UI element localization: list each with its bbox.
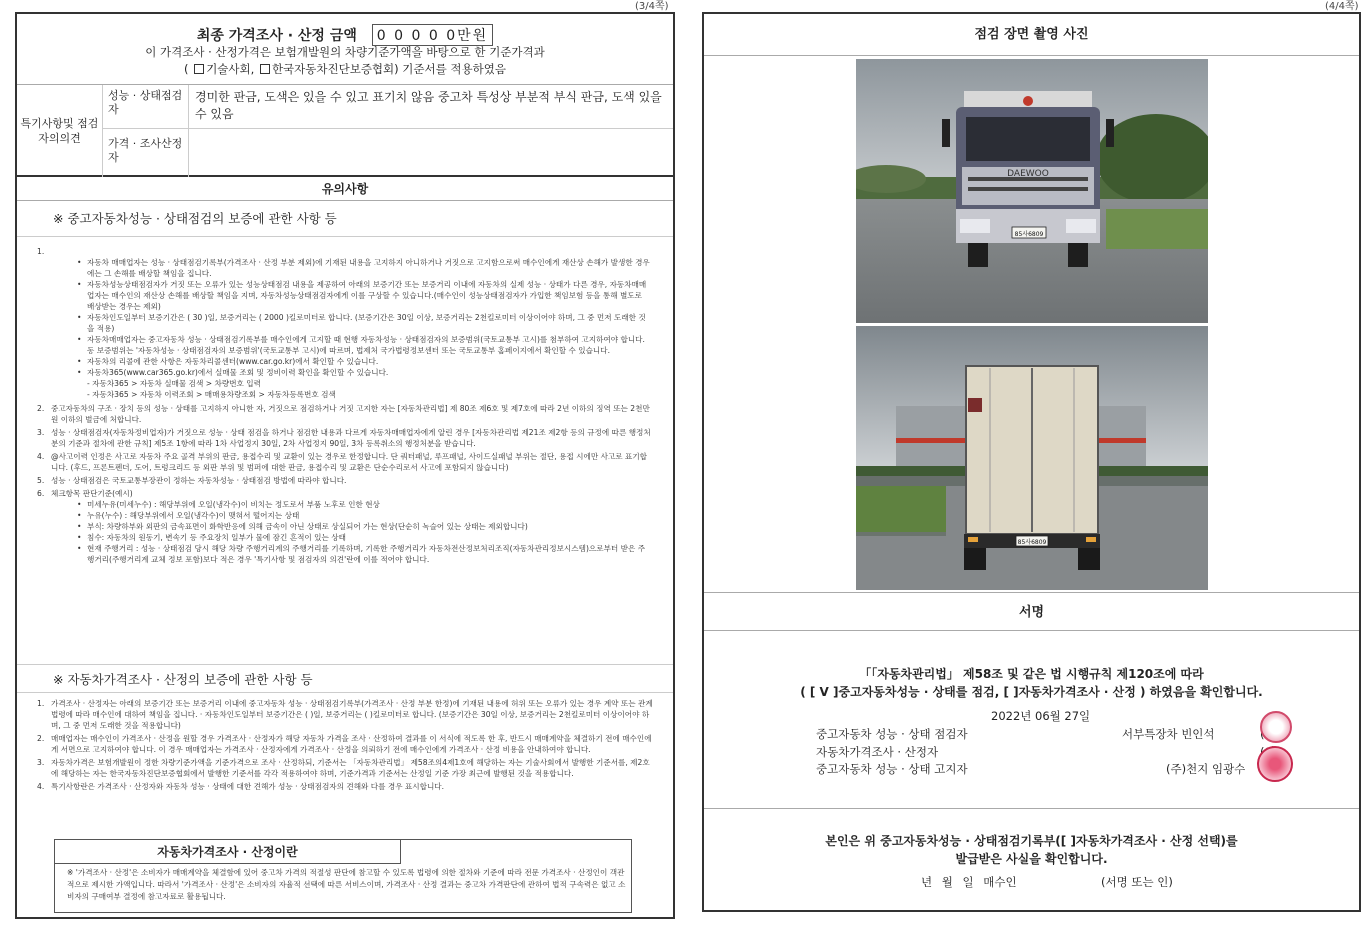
truck-rear-photo bbox=[856, 326, 1208, 590]
front-plate-text: 85사6809 bbox=[1014, 231, 1044, 238]
list-item bbox=[17, 757, 673, 779]
opinion-section bbox=[17, 85, 673, 177]
item-text: 체크항목 판단기준(예시) bbox=[51, 489, 133, 498]
item-text: 매매업자는 매수인이 가격조사 · 산정을 원할 경우 가격조사 · 산정자가 해당 자동차 가격을 조사 · 산정하여 결과를 이 서식에 적도록 한 후, 반드시 매매계약을 체결하기 전에 매수인에게 서면으로 고지하여야 합니다. 이 경우 매매업자는 가격조사 · 산정자에게 가격조사 · 산정을 의뢰하기 전에 매수인에게 가격조사 · 산정 비용을 안내하여야 합니다. bbox=[51, 734, 652, 754]
section1-heading: ※ 중고자동차성능 · 상태점검의 보증에 관한 사항 등 bbox=[53, 211, 337, 226]
final-price-title bbox=[17, 24, 673, 46]
item-text: 성능 · 상태점검자(자동차정비업자)가 거짓으로 성능 · 상태 점검을 하거나 점검한 내용과 다르게 자동차매매업자에게 알린 경우 [자동차관리법 제21조 제2항 등의 규정에 따른 행정처분의 기준과 절차에 관한 규칙] 제5조 1항에 따라 1차 사업정지 30일, 2차 사업정지 90일, 3차 등록취소의 행정처분을 받습니다. bbox=[51, 428, 651, 448]
item-text: 성능 · 상태점검은 국토교통부장관이 정하는 자동차성능 · 상태점검 방법에 따라야 합니다. bbox=[51, 476, 347, 485]
buyer-date-label: 년 월 일 매수인 bbox=[921, 875, 1017, 889]
page-number-right: (4/4쪽) bbox=[1325, 1, 1359, 12]
appraisal-definition-text: ※ '가격조사 · 산정'은 소비자가 매매계약을 체결함에 있어 중고차 가격의 적절성 판단에 참고할 수 있도록 법령에 의한 절차와 기준에 따라 전문 가격조사 · 산정인이 객관적으로 제시한 가액입니다. 따라서 '가격조사 · 산정'은 소비자의 자율적 선택에 따른 서비스이며, 가격조사 · 산정 결과는 중고차 가격판단에 관하여 법적 구속력은 없고 소비자의 구매여부 결정에 참고자료로 활용됩니다. bbox=[67, 868, 626, 901]
list-subitem: • 현재 주행거리 : 성능 · 상태점검 당시 해당 차량 주행거리계의 주행거리를 기록하며, 기록한 주행거리가 자동차전산정보처리조직(자동차관리정보시스템)으로부터 받은 주행거리(주행거리계 교체 정보 포함)보다 적은 경우 '특기사항 및 점검자의 의견'란에 이를 적어야 합니다. bbox=[17, 543, 673, 565]
list-subitem: • 자동차인도일부터 보증기간은 ( 30 )일, 보증거리는 ( 2000 )킬로미터로 합니다. (보증기간은 30일 이상, 보증거리는 2천킬로미터 이상이어야 하며, 그 중 먼저 도래한 것을 적용) bbox=[17, 312, 673, 334]
item-text: 자동차가격은 보험개발원이 정한 차량기준가액을 기준가격으로 조사 · 산정하되, 기준서는 「자동차관리법」 제58조의4제1호에 해당하는 자는 기술사회에서 발행한 기준서를, 제2호에 해당하는 자는 한국자동차진단보증협회에서 발행한 기준서를 각각 적용하여야 하며, 기준가격과 기준서는 산정일 기준 가장 최근에 발행된 것을 적용합니다. bbox=[51, 758, 650, 778]
list-subitem-cont: - 자동차365 > 자동차 실매물 검색 > 차량번호 입력 bbox=[87, 379, 261, 388]
signature-section-title: 서명 bbox=[704, 592, 1359, 631]
section2-body bbox=[17, 698, 673, 792]
list-item bbox=[17, 427, 673, 449]
list-subitem: • 자동차의 리콜에 관한 사항은 자동차리콜센터(www.car.go.kr)에서 확인할 수 있습니다. bbox=[17, 356, 673, 367]
list-subitem: • 누유(누수) : 해당부위에서 오일(냉각수)이 맺혀서 떨어지는 상태 bbox=[17, 510, 673, 521]
signer-role-appraiser: 자동차가격조사 · 산정자 bbox=[816, 745, 939, 759]
divider bbox=[704, 808, 1359, 809]
item-number: 2. bbox=[37, 404, 45, 413]
signer-name-inspector[interactable]: 서부특장차 빈인석 bbox=[1122, 727, 1215, 741]
company-seal-stamp-icon bbox=[1257, 746, 1293, 782]
appraisal-definition-box bbox=[54, 839, 632, 913]
list-item bbox=[17, 733, 673, 755]
receipt-confirm-line-1: 본인은 위 중고자동차성능 · 상태점검기록부([ ]자동차가격조사 · 산정 선택)를 bbox=[825, 834, 1238, 848]
paren-open: ( bbox=[184, 62, 189, 76]
list-item bbox=[17, 403, 673, 425]
item-number: 6. bbox=[37, 489, 45, 498]
item-text: @사고이력 인정은 사고로 자동차 주요 골격 부위의 판금, 용접수리 및 교환이 있는 경우로 한정합니다. 단 쿼터패널, 루프패널, 사이드실패널 부위는 절단, 용접 시에만 사고로 표기합니다. (후드, 프론트펜더, 도어, 트렁크리드 등 외판 부위 및 범퍼에 대한 판금, 용접수리 및 교환은 단순수리로서 사고에 포함되지 않습니다) bbox=[51, 452, 647, 472]
inspector-opinion[interactable]: 경미한 판금, 도색은 있을 수 있고 표기치 않음 중고차 특성상 부분적 부식 판금, 도색 있을 수 있음 bbox=[189, 85, 673, 129]
final-price-field[interactable] bbox=[372, 24, 493, 46]
list-subitem-cont: - 자동차365 > 자동차 이력조회 > 매매용차량조회 > 자동차등록번호 검색 bbox=[87, 390, 336, 399]
section1-body bbox=[17, 246, 673, 565]
item-number: 4. bbox=[37, 452, 45, 461]
checkbox-engineer-society[interactable] bbox=[194, 64, 204, 74]
option-diagnosis-association: 한국자동차진단보증협회) 기준서를 적용하였음 bbox=[271, 62, 506, 76]
final-price-standard bbox=[17, 61, 673, 77]
list-item bbox=[17, 475, 673, 486]
divider bbox=[17, 664, 673, 665]
page-4 bbox=[702, 12, 1361, 912]
divider bbox=[17, 236, 673, 237]
buyer-signature-field[interactable]: (서명 또는 인) bbox=[1101, 875, 1173, 889]
seal-stamp-icon bbox=[1260, 711, 1292, 743]
item-number: 3. bbox=[37, 428, 45, 437]
item-text: 중고자동차의 구조 · 장치 등의 성능 · 상태를 고지하지 아니한 자, 거짓으로 점검하거나 거짓 고지한 자는 [자동차관리법] 제 80조 제6호 및 제7호에 따라 2년 이하의 징역 또는 2천만원 이하의 벌금에 처합니다. bbox=[51, 404, 650, 424]
item-number: 4. bbox=[37, 782, 45, 791]
law-line-2: ( [ V ]중고자동차성능 · 상태를 점검, [ ]자동차가격조사 · 산정 ) 하였음을 확인합니다. bbox=[800, 685, 1263, 699]
final-price-unit: 만원 bbox=[457, 28, 489, 44]
notice-title: 유의사항 bbox=[17, 177, 673, 201]
checkbox-diagnosis-association[interactable] bbox=[260, 64, 270, 74]
rear-plate-text: 85사6809 bbox=[1017, 539, 1047, 546]
signer-role-notifier: 중고자동차 성능 · 상태 고지자 bbox=[816, 762, 968, 776]
item-text: 특기사항란은 가격조사 · 산정자와 자동차 성능 · 상태에 대한 견해가 성능 · 상태점검자의 견해와 다를 경우 표시합니다. bbox=[51, 782, 445, 791]
list-subitem: • 자동차365(www.car365.go.kr)에서 실매물 조회 및 정비이력 확인을 확인할 수 있습니다. bbox=[17, 367, 673, 378]
signer-role-inspector: 중고자동차 성능 · 상태 점검자 bbox=[816, 727, 968, 741]
item-number: 5. bbox=[37, 476, 45, 485]
photo-section-title: 점검 장면 촬영 사진 bbox=[704, 14, 1359, 56]
appraiser-opinion[interactable] bbox=[189, 129, 673, 177]
list-item bbox=[17, 488, 673, 499]
final-price-value: 0 0 0 0 0 bbox=[376, 28, 458, 44]
list-subitem: • 자동차성능상태점검자가 거짓 또는 오류가 있는 성능상태점검 내용을 제공하여 아래의 보증기간 또는 보증거리 이내에 자동차의 실제 성능 · 상태가 다른 경우, 자동차매매업자는 매수인의 재산상 손해를 배상할 책임을 지며, 자동차성능상태점검자에게 이를 구상할 수 있습니다.(매수인이 성능상태점검자가 가입한 책임보험 등을 통해 별도로 배상받는 경우는 제외) bbox=[17, 279, 673, 312]
opinion-label: 특기사항및 점검자의의견 bbox=[17, 85, 103, 177]
page-number-left: (3/4쪽) bbox=[635, 1, 669, 12]
list-item bbox=[17, 451, 673, 473]
list-subitem: • 자동차 매매업자는 성능 · 상태점검기록부(가격조사 · 산정 부분 제외)에 기재된 내용을 고지하지 아니하거나 거짓으로 고지함으로써 매수인에게 재산상 손해가 발생한 경우에는 그 손해를 배상할 책임을 집니다. bbox=[17, 257, 673, 279]
law-line-1: 「「자동차관리법」 제58조 및 같은 법 시행규칙 제120조에 따라 bbox=[859, 667, 1204, 681]
appraiser-label: 가격 · 조사산정자 bbox=[103, 129, 189, 177]
list-subitem: • 자동차매매업자는 중고자동차 성능 · 상태점검기록부를 매수인에게 고지할 때 현행 자동차성능 · 상태점검자의 보증범위(국토교통부 고시)를 첨부하여 고지하여야 합니다. 동 보증범위는 '자동차성능 · 상태점검자의 보증범위'(국토교통부 고시)에 따르며, 법제처 국가법령정보센터 또는 국토교통부 홈페이지에서 확인할 수 있습니다. bbox=[17, 334, 673, 356]
truck-front-icon bbox=[856, 59, 1208, 323]
option-engineer-society: 기술사회, bbox=[206, 62, 255, 76]
divider bbox=[17, 692, 673, 693]
truck-brand-text: DAEWOO bbox=[1007, 169, 1049, 179]
signature-date: 2022년 06월 27일 bbox=[991, 709, 1091, 723]
signer-name-notifier[interactable]: (주)천지 임광수 bbox=[1166, 762, 1246, 776]
inspector-label: 성능 · 상태점검자 bbox=[103, 85, 189, 129]
item-number: 2. bbox=[37, 734, 45, 743]
section2-heading: ※ 자동차가격조사 · 산정의 보증에 관한 사항 등 bbox=[53, 672, 313, 687]
truck-front-photo bbox=[856, 59, 1208, 323]
list-subitem: • 미세누유(미세누수) : 해당부위에 오일(냉각수)이 비치는 정도로서 부품 노후로 인한 현상 bbox=[17, 499, 673, 510]
list-subitem: • 부식: 차량하부와 외판의 금속표면이 화학반응에 의해 금속이 아닌 상태로 상실되어 가는 현상(단순히 녹슬어 있는 상태는 제외합니다) bbox=[17, 521, 673, 532]
list-item bbox=[17, 698, 673, 731]
list-subitem: • 침수: 자동차의 원동기, 변속기 등 주요장치 일부가 물에 잠긴 흔적이 있는 상태 bbox=[17, 532, 673, 543]
truck-rear-icon bbox=[856, 326, 1208, 590]
item-number: 1. bbox=[37, 247, 45, 256]
appraisal-definition-title: 자동차가격조사 · 산정이란 bbox=[55, 840, 401, 864]
list-item bbox=[17, 246, 673, 257]
item-number: 1. bbox=[37, 699, 45, 708]
list-item bbox=[17, 781, 673, 792]
item-text: 가격조사 · 산정자는 아래의 보증기간 또는 보증거리 이내에 중고자동차 성능 · 상태점검기록부(가격조사 · 산정 부분 한정)에 기재된 내용에 허위 또는 오류가 있는 경우 계약 또는 관계법령에 따라 매수인에 대하여 책임을 집니다. · 자동차인도일부터 보증기간은 ( )일, 보증거리는 ( )킬로미터로 합니다. (보증기간은 30일 이상, 보증거리는 2천킬로미터 이상이어야 하며, 그 중 먼저 도래한 것을 적용합니다) bbox=[51, 699, 653, 730]
final-price-section bbox=[17, 14, 673, 85]
page-3 bbox=[15, 12, 675, 919]
final-price-desc: 이 가격조사 · 산정가격은 보험개발원의 차량기준가액을 바탕으로 한 기준가격과 bbox=[145, 45, 545, 59]
final-price-label: 최종 가격조사 · 산정 금액 bbox=[196, 28, 357, 44]
item-number: 3. bbox=[37, 758, 45, 767]
receipt-confirm-line-2: 발급받은 사실을 확인합니다. bbox=[955, 852, 1108, 866]
